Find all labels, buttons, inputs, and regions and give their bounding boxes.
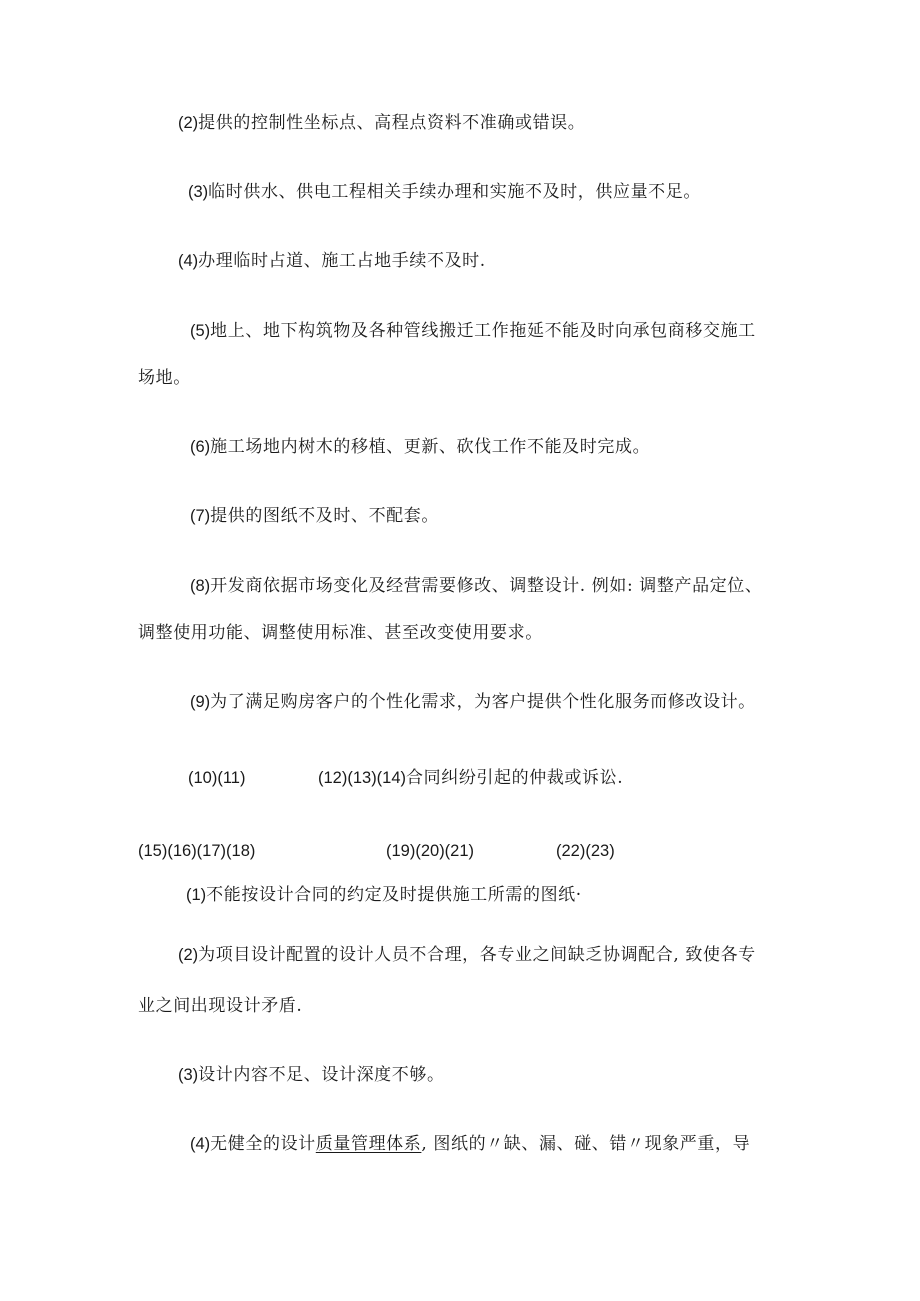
list1-item-3 (188, 181, 701, 203)
list1-item-5-line2 (138, 367, 191, 389)
item-text: 临时供水、供电工程相关手续办理和实施不及时，供应量不足。 (208, 182, 701, 202)
item-text: 地上、地下构筑物及各种管线搬迁工作拖延不能及时向承包商移交施工 (210, 321, 756, 341)
item-number: (8) (190, 577, 211, 595)
item-text: 开发商依据市场变化及经营需要修改、调整设计. 例如: 调整产品定位、 (210, 576, 763, 596)
item-number: (1) (186, 886, 207, 904)
item-number: (4) (190, 1135, 211, 1153)
item-numbers: (12)(13)(14) (318, 769, 407, 787)
list2-item-4 (190, 1133, 750, 1155)
item-text: 施工场地内树木的移植、更新、砍伐工作不能及时完成。 (210, 437, 651, 457)
list1-item-2 (178, 112, 585, 134)
list2-item-2-line2 (138, 995, 302, 1017)
list1-item-19-21 (386, 840, 474, 862)
item-text: 场地。 (138, 368, 191, 388)
item-number: (7) (190, 507, 211, 525)
item-number: (6) (190, 438, 211, 456)
item-text: 调整使用功能、调整使用标准、甚至改变使用要求。 (138, 623, 543, 643)
item-number: (3) (188, 183, 209, 201)
item-numbers: (10)(11) (188, 769, 246, 787)
item-numbers: (22)(23) (556, 842, 615, 860)
item-text: , 图纸的〃缺、漏、碰、错〃现象严重，导 (421, 1134, 751, 1154)
item-text: 无健全的设计 (210, 1134, 316, 1154)
item-text: 提供的图纸不及时、不配套。 (210, 506, 439, 526)
item-text: 合同纠纷引起的仲裁或诉讼. (406, 768, 624, 788)
item-number: (5) (190, 322, 211, 340)
item-text: 提供的控制性坐标点、高程点资料不准确或错误。 (198, 113, 586, 133)
list1-item-9 (190, 691, 756, 713)
item-text: 为了满足购房客户的个性化需求，为客户提供个性化服务而修改设计。 (210, 692, 756, 712)
item-number: (4) (178, 252, 199, 270)
list1-item-4 (178, 250, 486, 272)
list1-item-6 (190, 436, 650, 458)
item-numbers: (19)(20)(21) (386, 842, 475, 860)
item-numbers: (15)(16)(17)(18) (138, 842, 256, 860)
item-number: (2) (178, 946, 199, 964)
item-number: (2) (178, 114, 199, 132)
item-text: 业之间出现设计矛盾. (138, 996, 303, 1016)
list1-item-8-line2 (138, 622, 543, 644)
item-text: 设计内容不足、设计深度不够。 (198, 1065, 445, 1085)
item-text: 办理临时占道、施工占地手续不及时. (198, 251, 486, 271)
quality-system-link-text: 质量管理体系 (315, 1134, 422, 1154)
list2-item-1 (186, 884, 582, 906)
list2-item-2-line1 (178, 944, 756, 966)
list1-item-22-23 (556, 840, 615, 862)
list1-item-8-line1 (190, 575, 763, 597)
list1-item-15-18 (138, 840, 255, 862)
list2-item-3 (178, 1064, 445, 1086)
list1-item-10-11 (188, 767, 245, 789)
list1-item-12-14 (318, 767, 623, 789)
item-text: 为项目设计配置的设计人员不合理，各专业之间缺乏协调配合, 致使各专 (198, 945, 756, 965)
item-text: 不能按设计合同的约定及时提供施工所需的图纸· (206, 885, 582, 905)
list1-item-7 (190, 505, 439, 527)
item-number: (3) (178, 1066, 199, 1084)
list1-item-5-line1 (190, 320, 756, 342)
item-number: (9) (190, 693, 211, 711)
